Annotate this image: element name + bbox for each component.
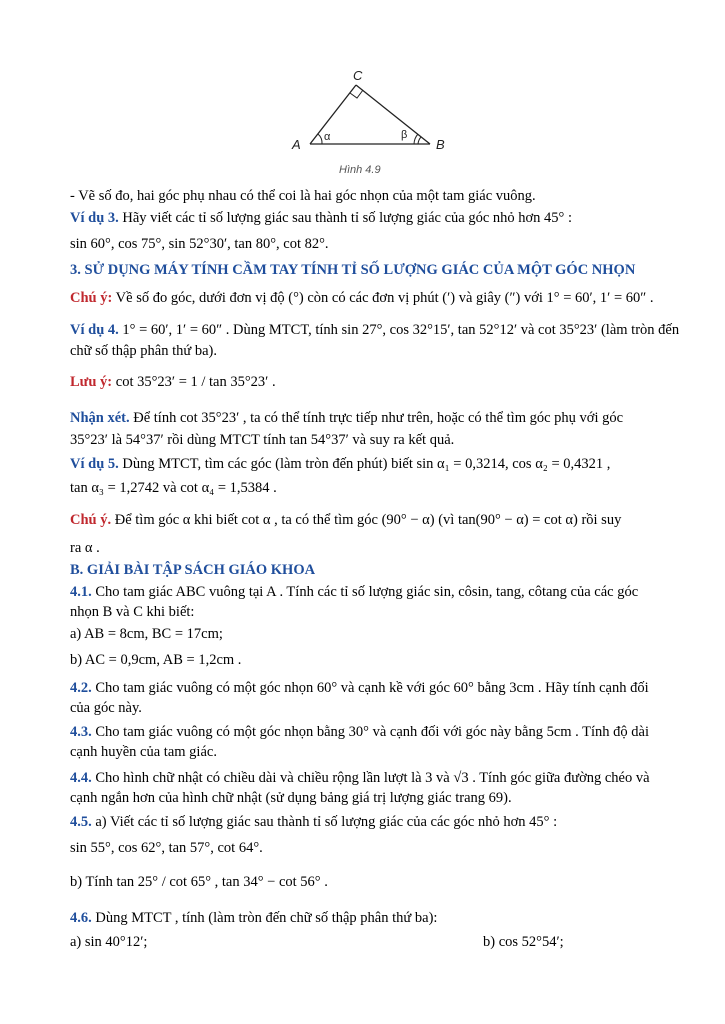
exercise-number: 4.3. — [70, 724, 92, 740]
label-alpha: α — [324, 131, 331, 143]
exercise-number: 4.6. — [70, 910, 92, 926]
exercise-number: 4.2. — [70, 680, 92, 696]
example-4: Ví dụ 4. 1° = 60′, 1′ = 60″ . Dùng MTCT, tính sin 27°, cos 32°15′, tan 52°12′ và cot 35°23′ (làm tròn đến — [70, 322, 680, 338]
exercise-4-6: 4.6. Dùng MTCT , tính (làm tròn đến chữ số thập phân thứ ba): — [70, 910, 438, 926]
example-3: Ví dụ 3. Hãy viết các tỉ số lượng giác sau thành tỉ số lượng giác của góc nhỏ hơn 45° : — [70, 210, 573, 226]
observation-label: Nhận xét. — [70, 410, 130, 426]
text-line: - Vẽ số đo, hai góc phụ nhau có thể coi là hai góc nhọn của một tam giác vuông. — [70, 188, 536, 204]
angle-alpha-arc — [318, 134, 322, 144]
exercise-4-5: 4.5. a) Viết các tỉ số lượng giác sau thành tỉ số lượng giác của các góc nhỏ hơn 45° : — [70, 814, 558, 830]
note-label: Chú ý: — [70, 290, 113, 306]
text-line: của góc này. — [70, 700, 142, 716]
math-line: tan α₃ = 1,2742 và cot α₄ = 1,5384 . — [70, 480, 277, 496]
note-label: Chú ý. — [70, 512, 112, 528]
item-a: a) sin 40°12′; — [70, 934, 148, 950]
label-beta: β — [401, 129, 408, 141]
example-label: Ví dụ 4. — [70, 322, 119, 338]
text-line: b) AC = 0,9cm, AB = 1,2cm . — [70, 652, 242, 668]
math-line: sin 55°, cos 62°, tan 57°, cot 64°. — [70, 840, 263, 856]
section-heading: 3. SỬ DỤNG MÁY TÍNH CẦM TAY TÍNH TỈ SỐ LƯỢNG GIÁC CỦA MỘT GÓC NHỌN — [70, 262, 636, 278]
angle-beta-arc-2 — [414, 134, 418, 144]
label-A: A — [292, 137, 301, 152]
side-AC — [310, 85, 356, 144]
example-5: Ví dụ 5. Dùng MTCT, tìm các góc (làm tròn đến phút) biết sin α₁ = 0,3214, cos α₂ = 0,4321 , — [70, 456, 611, 472]
label-C: C — [353, 68, 363, 83]
remark-label: Lưu ý: — [70, 374, 113, 390]
exercise-number: 4.5. — [70, 814, 92, 830]
figure-caption: Hình 4.9 — [339, 164, 381, 176]
exercise-number: 4.1. — [70, 584, 92, 600]
note: Chú ý. Để tìm góc α khi biết cot α , ta có thể tìm góc (90° − α) (vì tan(90° − α) = cot α) rồi suy — [70, 512, 622, 528]
text-line: 35°23′ là 54°37′ rồi dùng MTCT tính tan 54°37′ và suy ra kết quả. — [70, 432, 455, 448]
label-B: B — [436, 137, 445, 152]
example-label: Ví dụ 3. — [70, 210, 119, 226]
text-line: cạnh ngắn hơn của hình chữ nhật (sử dụng bảng giá trị lượng giác trang 69). — [70, 790, 512, 806]
math-line: sin 60°, cos 75°, sin 52°30′, tan 80°, cot 82°. — [70, 236, 329, 252]
exercise-4-4: 4.4. Cho hình chữ nhật có chiều dài và chiều rộng lần lượt là 3 và √3 . Tính góc giữa đường chéo và — [70, 770, 650, 786]
text-line: chữ số thập phân thứ ba). — [70, 343, 217, 359]
text-line: cạnh huyền của tam giác. — [70, 744, 217, 760]
exercise-4-1: 4.1. Cho tam giác ABC vuông tại A . Tính các tỉ số lượng giác sin, côsin, tang, côtang của các góc — [70, 584, 639, 600]
exercise-4-3: 4.3. Cho tam giác vuông có một góc nhọn bằng 30° và cạnh đối với góc này bằng 5cm . Tính độ dài — [70, 724, 649, 740]
observation: Nhận xét. Để tính cot 35°23′ , ta có thể tính trực tiếp như trên, hoặc có thể tìm góc phụ với góc — [70, 410, 624, 426]
note: Chú ý: Về số đo góc, dưới đơn vị độ (°) còn có các đơn vị phút (′) và giây (″) với 1° = 60′, 1′ = 60″ . — [70, 290, 654, 306]
text-line: a) AB = 8cm, BC = 17cm; — [70, 626, 223, 642]
side-CB — [356, 85, 430, 144]
text-line: nhọn B và C khi biết: — [70, 604, 195, 620]
example-label: Ví dụ 5. — [70, 456, 119, 472]
exercise-number: 4.4. — [70, 770, 92, 786]
remark: Lưu ý: cot 35°23′ = 1 / tan 35°23′ . — [70, 374, 276, 390]
angle-beta-arc — [418, 137, 421, 144]
math-line: b) Tính tan 25° / cot 65° , tan 34° − cot 56° . — [70, 874, 328, 890]
section-heading: B. GIẢI BÀI TẬP SÁCH GIÁO KHOA — [70, 562, 316, 578]
triangle-figure — [0, 0, 725, 185]
exercise-4-2: 4.2. Cho tam giác vuông có một góc nhọn 60° và cạnh kề với góc 60° bằng 3cm . Hãy tính cạnh đối — [70, 680, 649, 696]
text-line: ra α . — [70, 540, 100, 556]
text-line — [70, 932, 685, 952]
item-b: b) cos 52°54′; — [483, 934, 564, 950]
